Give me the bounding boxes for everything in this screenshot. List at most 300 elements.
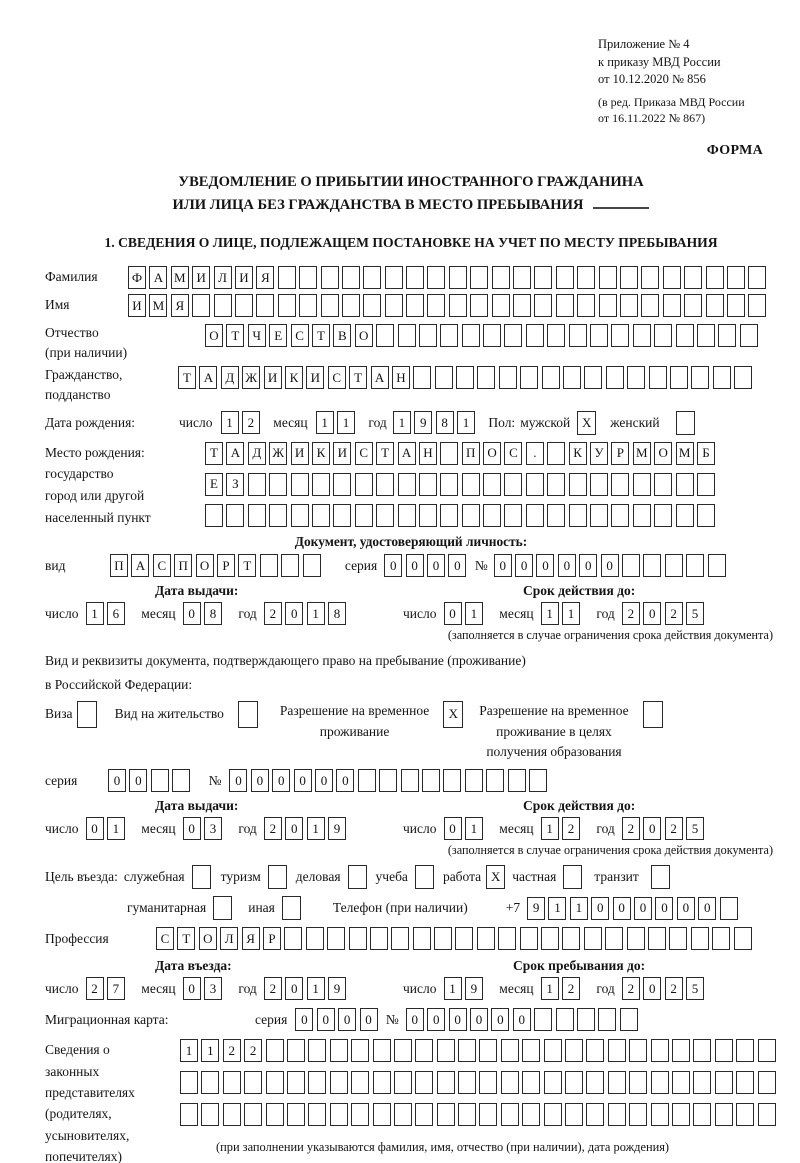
char-box[interactable]	[526, 473, 544, 496]
char-box[interactable]	[697, 324, 715, 347]
char-box[interactable]: А	[199, 366, 217, 389]
char-box[interactable]	[599, 266, 617, 289]
char-box[interactable]	[649, 366, 667, 389]
char-box[interactable]	[413, 927, 431, 950]
char-box[interactable]: А	[131, 554, 149, 577]
char-box[interactable]	[691, 366, 709, 389]
char-box[interactable]: Р	[263, 927, 281, 950]
char-box[interactable]	[477, 927, 495, 950]
char-box[interactable]	[492, 266, 510, 289]
char-box[interactable]	[706, 266, 724, 289]
char-box[interactable]	[479, 1071, 497, 1094]
char-box[interactable]	[398, 473, 416, 496]
char-box[interactable]	[686, 554, 704, 577]
char-box[interactable]	[590, 473, 608, 496]
char-box[interactable]	[513, 294, 531, 317]
char-box[interactable]: 1	[86, 602, 104, 625]
char-box[interactable]: С	[291, 324, 309, 347]
char-box[interactable]: О	[205, 324, 223, 347]
char-box[interactable]	[563, 366, 581, 389]
char-box[interactable]	[435, 366, 453, 389]
char-box[interactable]	[544, 1039, 562, 1062]
char-box[interactable]: 5	[686, 602, 704, 625]
checkbox-tourism[interactable]	[268, 865, 287, 889]
char-box[interactable]: Е	[205, 473, 223, 496]
char-box[interactable]	[299, 266, 317, 289]
char-box[interactable]: С	[355, 442, 373, 465]
char-box[interactable]	[413, 366, 431, 389]
char-box[interactable]	[736, 1039, 754, 1062]
char-box[interactable]	[611, 324, 629, 347]
char-box[interactable]	[440, 324, 458, 347]
char-box[interactable]: 0	[315, 769, 333, 792]
char-box[interactable]: Я	[256, 266, 274, 289]
char-box[interactable]	[736, 1103, 754, 1126]
checkbox-visa[interactable]	[77, 701, 97, 728]
char-box[interactable]	[269, 473, 287, 496]
char-box[interactable]	[526, 324, 544, 347]
char-box[interactable]	[556, 1008, 574, 1031]
char-box[interactable]: 1	[221, 411, 239, 434]
char-box[interactable]: 1	[562, 602, 580, 625]
char-box[interactable]: И	[264, 366, 282, 389]
char-box[interactable]: 0	[295, 1008, 313, 1031]
char-box[interactable]: Д	[221, 366, 239, 389]
char-box[interactable]: 2	[665, 602, 683, 625]
char-box[interactable]: Т	[238, 554, 256, 577]
char-box[interactable]: 0	[285, 977, 303, 1000]
char-box[interactable]	[306, 927, 324, 950]
char-box[interactable]	[492, 294, 510, 317]
checkbox-study[interactable]	[415, 865, 434, 889]
char-box[interactable]	[712, 927, 730, 950]
char-box[interactable]	[520, 366, 538, 389]
char-box[interactable]	[670, 366, 688, 389]
char-box[interactable]	[205, 504, 223, 527]
char-box[interactable]	[394, 1103, 412, 1126]
char-box[interactable]	[654, 324, 672, 347]
char-box[interactable]	[281, 554, 299, 577]
char-box[interactable]	[608, 1071, 626, 1094]
char-box[interactable]	[713, 366, 731, 389]
char-box[interactable]: 3	[204, 817, 222, 840]
char-box[interactable]: Б	[697, 442, 715, 465]
char-box[interactable]	[483, 504, 501, 527]
char-box[interactable]: 1	[307, 977, 325, 1000]
char-box[interactable]	[693, 1071, 711, 1094]
char-box[interactable]: И	[306, 366, 324, 389]
char-box[interactable]: Р	[217, 554, 235, 577]
char-box[interactable]	[287, 1039, 305, 1062]
char-box[interactable]	[598, 1008, 616, 1031]
char-box[interactable]	[266, 1103, 284, 1126]
char-box[interactable]	[590, 504, 608, 527]
char-box[interactable]	[394, 1039, 412, 1062]
char-box[interactable]: Л	[220, 927, 238, 950]
char-box[interactable]	[504, 473, 522, 496]
char-box[interactable]: 5	[686, 817, 704, 840]
char-box[interactable]	[358, 769, 376, 792]
char-box[interactable]	[569, 504, 587, 527]
char-box[interactable]: 0	[513, 1008, 531, 1031]
char-box[interactable]	[321, 266, 339, 289]
char-box[interactable]	[415, 1103, 433, 1126]
char-box[interactable]: Т	[349, 366, 367, 389]
char-box[interactable]: 5	[686, 977, 704, 1000]
char-box[interactable]: 0	[285, 817, 303, 840]
char-box[interactable]	[419, 504, 437, 527]
char-box[interactable]	[355, 473, 373, 496]
char-box[interactable]: К	[285, 366, 303, 389]
checkbox-residence-permit[interactable]	[238, 701, 258, 728]
char-box[interactable]	[363, 266, 381, 289]
char-box[interactable]	[342, 294, 360, 317]
char-box[interactable]: 0	[698, 897, 716, 920]
checkbox-humanitarian[interactable]	[213, 896, 232, 920]
char-box[interactable]	[470, 266, 488, 289]
char-box[interactable]: А	[149, 266, 167, 289]
char-box[interactable]: О	[654, 442, 672, 465]
char-box[interactable]	[284, 927, 302, 950]
char-box[interactable]: И	[291, 442, 309, 465]
char-box[interactable]	[611, 504, 629, 527]
char-box[interactable]	[483, 324, 501, 347]
char-box[interactable]	[415, 1071, 433, 1094]
char-box[interactable]	[398, 324, 416, 347]
char-box[interactable]: 0	[579, 554, 597, 577]
char-box[interactable]	[437, 1071, 455, 1094]
char-box[interactable]	[669, 927, 687, 950]
char-box[interactable]	[586, 1071, 604, 1094]
char-box[interactable]: 0	[491, 1008, 509, 1031]
char-box[interactable]: 1	[541, 817, 559, 840]
char-box[interactable]: К	[312, 442, 330, 465]
char-box[interactable]	[547, 504, 565, 527]
char-box[interactable]	[620, 294, 638, 317]
char-box[interactable]	[586, 1039, 604, 1062]
char-box[interactable]: 0	[470, 1008, 488, 1031]
char-box[interactable]	[758, 1071, 776, 1094]
char-box[interactable]	[727, 294, 745, 317]
char-box[interactable]: 1	[107, 817, 125, 840]
char-box[interactable]	[565, 1103, 583, 1126]
char-box[interactable]: И	[128, 294, 146, 317]
char-box[interactable]	[529, 769, 547, 792]
char-box[interactable]	[223, 1071, 241, 1094]
char-box[interactable]	[629, 1071, 647, 1094]
char-box[interactable]	[508, 769, 526, 792]
char-box[interactable]: Т	[177, 927, 195, 950]
char-box[interactable]	[483, 473, 501, 496]
char-box[interactable]	[330, 1071, 348, 1094]
char-box[interactable]	[376, 324, 394, 347]
char-box[interactable]: 2	[264, 977, 282, 1000]
char-box[interactable]	[321, 294, 339, 317]
char-box[interactable]: 2	[665, 817, 683, 840]
char-box[interactable]: 0	[444, 817, 462, 840]
char-box[interactable]	[330, 1039, 348, 1062]
char-box[interactable]: Т	[226, 324, 244, 347]
char-box[interactable]: 0	[183, 602, 201, 625]
char-box[interactable]: Р	[611, 442, 629, 465]
char-box[interactable]: 1	[570, 897, 588, 920]
char-box[interactable]	[672, 1103, 690, 1126]
char-box[interactable]	[308, 1039, 326, 1062]
char-box[interactable]	[606, 366, 624, 389]
char-box[interactable]: М	[633, 442, 651, 465]
char-box[interactable]	[672, 1071, 690, 1094]
char-box[interactable]	[544, 1071, 562, 1094]
char-box[interactable]	[456, 366, 474, 389]
char-box[interactable]	[465, 769, 483, 792]
char-box[interactable]	[486, 769, 504, 792]
char-box[interactable]	[534, 266, 552, 289]
char-box[interactable]	[641, 294, 659, 317]
char-box[interactable]	[654, 504, 672, 527]
char-box[interactable]	[351, 1103, 369, 1126]
char-box[interactable]	[569, 473, 587, 496]
char-box[interactable]	[401, 769, 419, 792]
char-box[interactable]	[398, 504, 416, 527]
char-box[interactable]	[715, 1103, 733, 1126]
char-box[interactable]	[437, 1103, 455, 1126]
char-box[interactable]: С	[156, 927, 174, 950]
char-box[interactable]	[406, 266, 424, 289]
char-box[interactable]	[608, 1039, 626, 1062]
char-box[interactable]	[333, 504, 351, 527]
checkbox-transit[interactable]	[651, 865, 670, 889]
char-box[interactable]	[440, 473, 458, 496]
char-box[interactable]	[458, 1071, 476, 1094]
char-box[interactable]	[462, 473, 480, 496]
char-box[interactable]	[192, 294, 210, 317]
char-box[interactable]: 0	[444, 602, 462, 625]
char-box[interactable]	[633, 324, 651, 347]
char-box[interactable]	[586, 1103, 604, 1126]
char-box[interactable]: 1	[307, 602, 325, 625]
char-box[interactable]	[684, 294, 702, 317]
char-box[interactable]	[605, 927, 623, 950]
char-box[interactable]: И	[235, 266, 253, 289]
char-box[interactable]: .	[526, 442, 544, 465]
char-box[interactable]	[633, 473, 651, 496]
char-box[interactable]: 0	[634, 897, 652, 920]
char-box[interactable]: 0	[449, 1008, 467, 1031]
char-box[interactable]: 2	[242, 411, 260, 434]
char-box[interactable]: О	[199, 927, 217, 950]
char-box[interactable]: 0	[384, 554, 402, 577]
checkbox-rvp-education[interactable]	[643, 701, 663, 728]
char-box[interactable]	[691, 927, 709, 950]
char-box[interactable]	[458, 1039, 476, 1062]
char-box[interactable]: 0	[677, 897, 695, 920]
char-box[interactable]	[544, 1103, 562, 1126]
char-box[interactable]	[385, 266, 403, 289]
char-box[interactable]	[599, 294, 617, 317]
char-box[interactable]	[648, 927, 666, 950]
char-box[interactable]	[693, 1039, 711, 1062]
char-box[interactable]	[201, 1071, 219, 1094]
char-box[interactable]	[534, 294, 552, 317]
char-box[interactable]	[244, 1103, 262, 1126]
char-box[interactable]	[504, 504, 522, 527]
char-box[interactable]: М	[149, 294, 167, 317]
char-box[interactable]: С	[504, 442, 522, 465]
char-box[interactable]	[172, 769, 190, 792]
char-box[interactable]: В	[333, 324, 351, 347]
char-box[interactable]: 0	[336, 769, 354, 792]
char-box[interactable]	[727, 266, 745, 289]
char-box[interactable]: З	[226, 473, 244, 496]
char-box[interactable]	[740, 324, 758, 347]
char-box[interactable]	[693, 1103, 711, 1126]
char-box[interactable]	[748, 294, 766, 317]
char-box[interactable]	[477, 366, 495, 389]
char-box[interactable]: Н	[392, 366, 410, 389]
char-box[interactable]	[520, 927, 538, 950]
char-box[interactable]	[556, 266, 574, 289]
char-box[interactable]	[256, 294, 274, 317]
char-box[interactable]: 1	[541, 602, 559, 625]
char-box[interactable]	[663, 294, 681, 317]
checkbox-rvp[interactable]: X	[443, 701, 463, 728]
char-box[interactable]	[308, 1071, 326, 1094]
char-box[interactable]	[422, 769, 440, 792]
char-box[interactable]: О	[355, 324, 373, 347]
char-box[interactable]	[556, 294, 574, 317]
char-box[interactable]: П	[110, 554, 128, 577]
char-box[interactable]	[504, 324, 522, 347]
char-box[interactable]	[434, 927, 452, 950]
char-box[interactable]	[373, 1103, 391, 1126]
char-box[interactable]	[608, 1103, 626, 1126]
char-box[interactable]: 0	[406, 1008, 424, 1031]
char-box[interactable]: 9	[328, 817, 346, 840]
char-box[interactable]	[501, 1039, 519, 1062]
char-box[interactable]	[590, 324, 608, 347]
char-box[interactable]	[312, 504, 330, 527]
char-box[interactable]	[406, 294, 424, 317]
char-box[interactable]	[522, 1039, 540, 1062]
char-box[interactable]: 0	[536, 554, 554, 577]
char-box[interactable]	[676, 324, 694, 347]
char-box[interactable]	[376, 504, 394, 527]
char-box[interactable]: Ж	[269, 442, 287, 465]
char-box[interactable]	[201, 1103, 219, 1126]
char-box[interactable]	[370, 927, 388, 950]
char-box[interactable]: 0	[515, 554, 533, 577]
char-box[interactable]	[522, 1103, 540, 1126]
char-box[interactable]	[376, 473, 394, 496]
checkbox-female[interactable]	[676, 411, 695, 435]
char-box[interactable]	[437, 1039, 455, 1062]
char-box[interactable]	[458, 1103, 476, 1126]
char-box[interactable]	[651, 1039, 669, 1062]
char-box[interactable]: О	[196, 554, 214, 577]
char-box[interactable]	[501, 1103, 519, 1126]
char-box[interactable]	[697, 504, 715, 527]
char-box[interactable]	[620, 1008, 638, 1031]
char-box[interactable]: 0	[183, 977, 201, 1000]
char-box[interactable]	[720, 897, 738, 920]
char-box[interactable]: 0	[427, 554, 445, 577]
char-box[interactable]	[308, 1103, 326, 1126]
char-box[interactable]: 3	[204, 977, 222, 1000]
char-box[interactable]	[299, 294, 317, 317]
char-box[interactable]	[443, 769, 461, 792]
char-box[interactable]	[462, 504, 480, 527]
char-box[interactable]	[651, 1071, 669, 1094]
char-box[interactable]	[501, 1071, 519, 1094]
char-box[interactable]: 0	[272, 769, 290, 792]
char-box[interactable]	[565, 1071, 583, 1094]
char-box[interactable]	[330, 1103, 348, 1126]
char-box[interactable]	[394, 1071, 412, 1094]
char-box[interactable]: Т	[178, 366, 196, 389]
char-box[interactable]	[577, 1008, 595, 1031]
char-box[interactable]	[758, 1039, 776, 1062]
char-box[interactable]: 1	[541, 977, 559, 1000]
char-box[interactable]	[734, 366, 752, 389]
char-box[interactable]: Л	[214, 266, 232, 289]
char-box[interactable]: 8	[204, 602, 222, 625]
char-box[interactable]: И	[333, 442, 351, 465]
char-box[interactable]	[440, 504, 458, 527]
char-box[interactable]	[248, 473, 266, 496]
char-box[interactable]: П	[462, 442, 480, 465]
checkbox-other-purpose[interactable]	[282, 896, 301, 920]
char-box[interactable]: 1	[180, 1039, 198, 1062]
char-box[interactable]	[697, 473, 715, 496]
char-box[interactable]	[542, 366, 560, 389]
char-box[interactable]	[269, 504, 287, 527]
char-box[interactable]	[641, 266, 659, 289]
char-box[interactable]: А	[398, 442, 416, 465]
char-box[interactable]	[547, 442, 565, 465]
char-box[interactable]	[651, 1103, 669, 1126]
char-box[interactable]: 9	[465, 977, 483, 1000]
char-box[interactable]: 0	[129, 769, 147, 792]
checkbox-private[interactable]	[563, 865, 582, 889]
char-box[interactable]	[541, 927, 559, 950]
char-box[interactable]: 2	[622, 977, 640, 1000]
char-box[interactable]: 0	[360, 1008, 378, 1031]
char-box[interactable]: К	[569, 442, 587, 465]
char-box[interactable]: Е	[269, 324, 287, 347]
char-box[interactable]	[355, 504, 373, 527]
char-box[interactable]: 2	[622, 602, 640, 625]
char-box[interactable]	[633, 504, 651, 527]
char-box[interactable]	[734, 927, 752, 950]
char-box[interactable]	[391, 927, 409, 950]
char-box[interactable]	[214, 294, 232, 317]
char-box[interactable]	[427, 266, 445, 289]
char-box[interactable]	[611, 473, 629, 496]
char-box[interactable]	[449, 266, 467, 289]
char-box[interactable]: Т	[205, 442, 223, 465]
char-box[interactable]	[499, 366, 517, 389]
char-box[interactable]	[622, 554, 640, 577]
char-box[interactable]: 1	[316, 411, 334, 434]
char-box[interactable]: 7	[107, 977, 125, 1000]
char-box[interactable]	[627, 927, 645, 950]
char-box[interactable]: Т	[376, 442, 394, 465]
char-box[interactable]: 2	[264, 602, 282, 625]
char-box[interactable]: С	[328, 366, 346, 389]
char-box[interactable]	[427, 294, 445, 317]
char-box[interactable]	[385, 294, 403, 317]
char-box[interactable]: 1	[548, 897, 566, 920]
